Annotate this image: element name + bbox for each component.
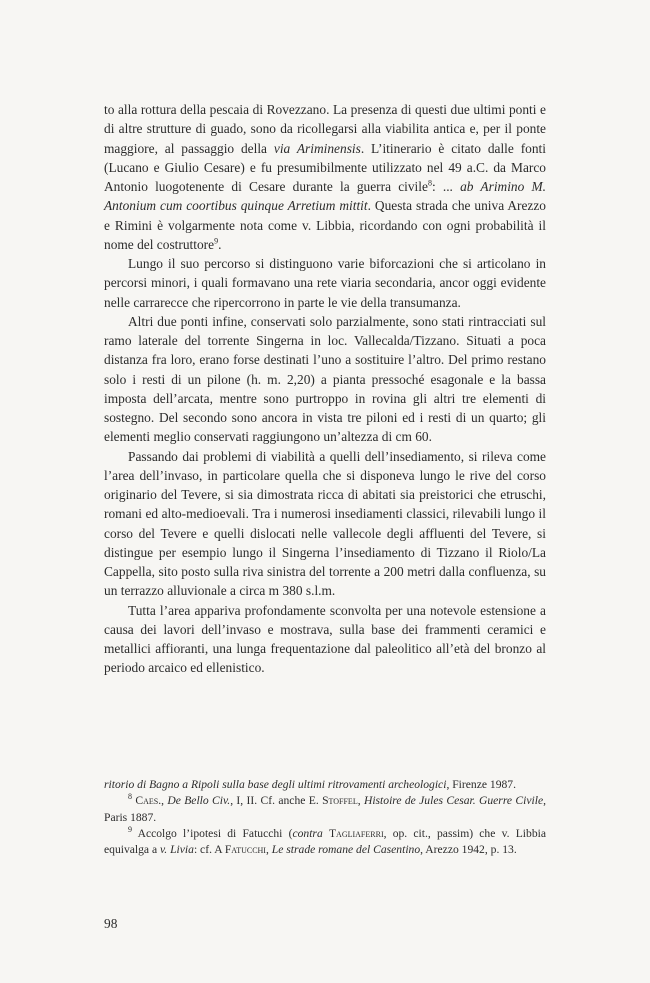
footnotes [104,777,546,858]
footnote-8 [104,793,546,826]
text-run: Tagliaferri [328,826,384,840]
text-run: , Arezzo 1942, p. 13. [420,843,517,857]
text-run: Passando dai problemi di viabilità a quelli dell’insediamento, si rileva come l’area dell’invaso, in particolare quella che si disponeva lungo le rive del corso originario del Tevere, si sia dimostrata ricca di abitati sia preistorici che etruschi, romani ed alto-medioevali. Tra i numerosi insediamenti classici, rilevabili lungo il corso del Tevere e quelli dislocati nelle vallecole degli affluenti del Tevere, si distingue per esempio lungo il Singerna l’insediamento di Tizzano il Riolo/La Cappella, sito posto sulla riva sinistra del torrente a 200 metri dalla confluenza, su un terrazzo alluvionale a circa m 380 s.l.m. [104,448,546,599]
text-run: Histoire de Jules Cesar. Guerre Civile [363,794,544,808]
text-run: , Firenze 1987. [446,778,516,791]
text-run: , I, II. Cf. anche E. [230,794,323,808]
text-run: , [161,794,168,808]
text-run: Altri due ponti infine, conservati solo parzialmente, sono stati rintracciati sul ramo laterale del torrente Singerna in loc. Vallecalda/Tizzano. Situati a poca distanza fra loro, erano forse destinati l’uno a sostituire l’altro. Del primo restano solo i resti di un pilone (h. m. 2,20) a pianta pressoché esagonale e la bassa imposta dell’arcata, mentre sono purtroppo in rovina gli altri tre elementi di sostegno. Del secondo sono ancora in vista tre piloni ed i resti di un quarto; gli elementi meglio conservati raggiungono un’altezza di cm 60. [104,313,546,445]
text-run: Lungo il suo percorso si distinguono varie biforcazioni che si articolano in percorsi minori, i quali formavano una rete viaria secondaria, ancor oggi evidente nelle carrarecce che ripercorrono in parte le vie della transumanza. [104,256,546,310]
paragraph-5 [104,601,546,678]
text-run: Caes. [135,794,162,808]
text-run: Accolgo l’ipotesi di Fatucchi ( [132,826,293,840]
footnote-9 [104,826,546,859]
text-run: . Questa strada che univa Arezzo e Rimini è volgarmente nota come v. Libbia, ricordando con ogni probabilità il nome del costruttore [104,198,546,252]
text-run: Le strade romane del Casentino [271,843,421,857]
text-run: v. Livia [160,843,194,857]
page-number: 98 [104,916,118,931]
text-run: . [218,236,222,252]
text-run: , Paris 1887. [104,794,546,824]
text-run: , op. cit., passim) che v. Libbia equivalga a [104,826,546,857]
footnote-ref: 8 [427,178,432,188]
text-run: , [265,843,272,857]
text-run: ab Arimino M. Antonium cum coortibus quinque Arretium mittit [104,179,547,214]
text-run: : cf. A [193,843,225,857]
paragraph-1 [104,100,546,254]
text-run: Stoffel [322,794,358,808]
text-run: , [357,794,364,808]
footnote-ref: 9 [214,236,219,246]
body-text [104,100,546,678]
text-run: De Bello Civ. [167,794,231,808]
text-run: Tutta l’area appariva profondamente sconvolta per una notevole estensione a causa dei lavori dell’invaso e mostrava, sulla base dei frammenti ceramici e metallici affioranti, una lunga frequentazione dal paleolitico all’età del bronzo al periodo arcaico ed ellenistico. [104,602,546,676]
text-run: ritorio di Bagno a Ripoli sulla base degli ultimi ritrovamenti archeologici [104,778,447,791]
footnote-ref: 9 [128,825,132,835]
footnote-continuation [104,777,546,793]
text-run: to alla rottura della pescaia di Rovezzano. La presenza di questi due ultimi ponti e di altre strutture di guado, sono da ricollegarsi alla viabilita antica e, per il ponte maggiore, al passaggio della [104,102,546,156]
paragraph-3 [104,312,546,447]
text-run: contra [292,826,323,840]
text-run: via Ariminensis [273,140,361,156]
text-run: . L’itinerario è citato dalle fonti (Lucano e Giulio Cesare) e fu presumibilmente utilizzato nel 49 a.C. da Marco Antonio luogotenente di Cesare durante la guerra civile [104,140,546,194]
footnote-ref: 8 [128,792,132,802]
paragraph-4 [104,447,546,601]
text-run: Fatucchi [224,843,266,857]
paragraph-2 [104,254,546,312]
text-run: : ... [431,179,461,194]
